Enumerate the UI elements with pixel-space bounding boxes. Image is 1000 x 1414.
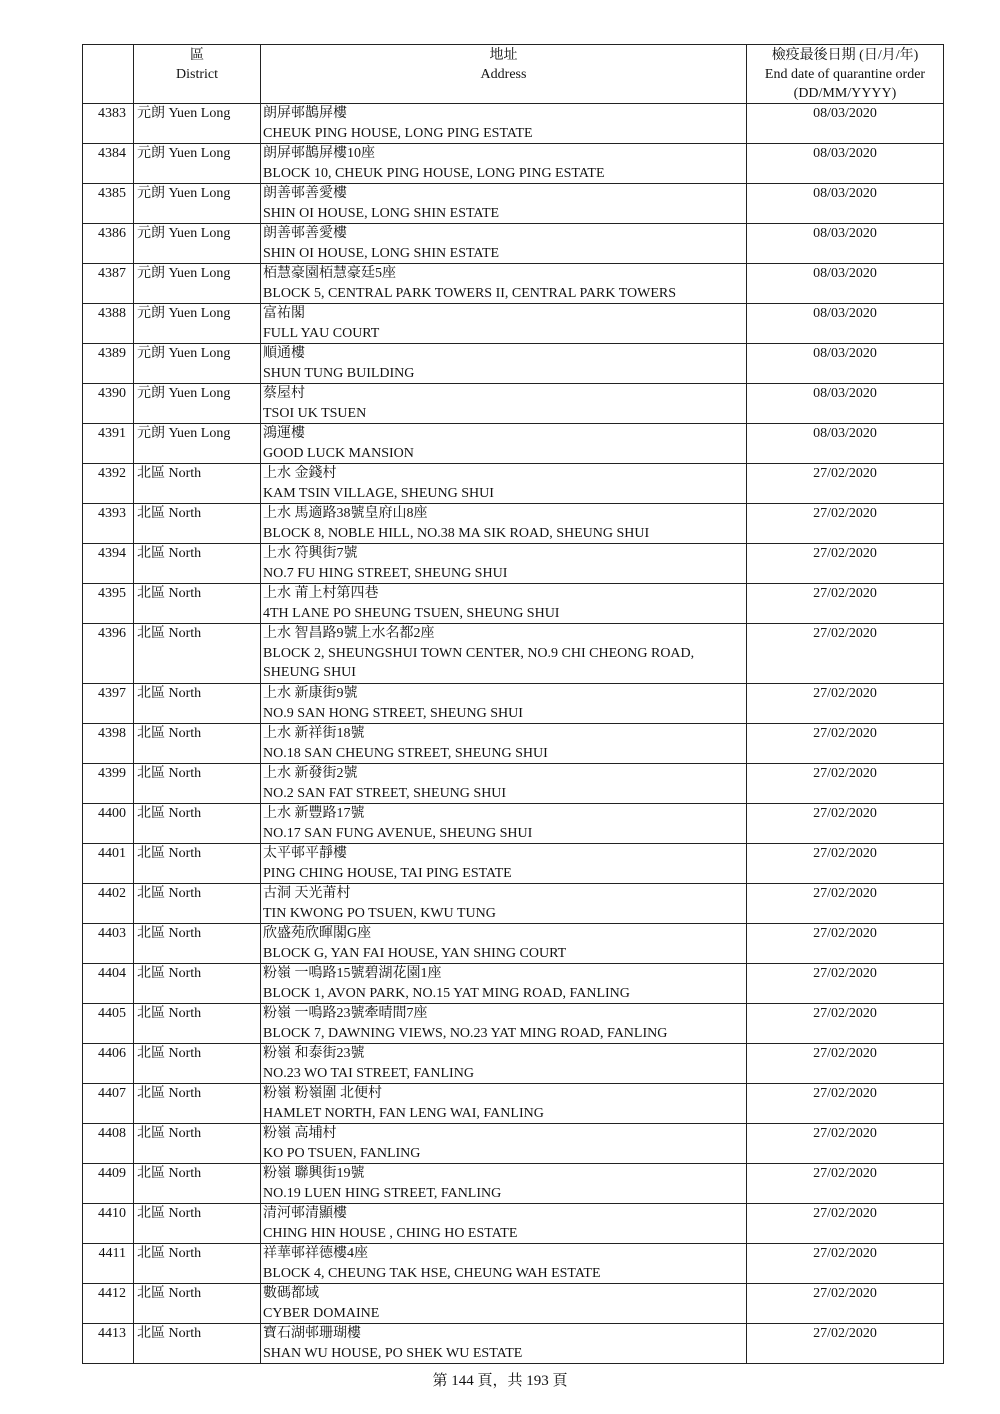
table-row xyxy=(83,624,944,684)
row-district: 北區 North xyxy=(134,544,261,584)
row-address-zh: 上水 新發街2號 xyxy=(263,766,358,781)
row-end-date: 27/02/2020 xyxy=(747,1324,944,1364)
table-row xyxy=(83,1044,944,1084)
row-end-date: 27/02/2020 xyxy=(747,684,944,724)
row-address xyxy=(261,584,747,624)
header-number-cell xyxy=(83,45,134,104)
row-number: 4391 xyxy=(83,424,134,464)
row-address-zh: 朗善邨善愛樓 xyxy=(263,226,347,241)
header-date-zh: 檢疫最後日期 (日/月/年) xyxy=(771,48,919,63)
row-address-en: KO PO TSUEN, FANLING xyxy=(263,1145,421,1161)
row-address-zh: 粉嶺 高埔村 xyxy=(263,1126,337,1141)
row-address-zh: 粉嶺 和泰街23號 xyxy=(263,1046,365,1061)
table-row xyxy=(83,964,944,1004)
row-address-en: BLOCK 8, NOBLE HILL, NO.38 MA SIK ROAD, SHEUNG SHUI xyxy=(263,525,650,541)
row-address xyxy=(261,344,747,384)
row-district: 元朗 Yuen Long xyxy=(134,304,261,344)
row-number: 4383 xyxy=(83,104,134,144)
row-district: 元朗 Yuen Long xyxy=(134,424,261,464)
row-end-date: 08/03/2020 xyxy=(747,344,944,384)
table-row xyxy=(83,1004,944,1044)
table-row xyxy=(83,1284,944,1324)
row-address-en: NO.2 SAN FAT STREET, SHEUNG SHUI xyxy=(263,785,507,801)
row-district: 元朗 Yuen Long xyxy=(134,184,261,224)
row-end-date: 27/02/2020 xyxy=(747,1084,944,1124)
row-address-zh: 祥華邨祥德樓4座 xyxy=(263,1246,368,1261)
row-end-date: 27/02/2020 xyxy=(747,964,944,1004)
row-end-date: 08/03/2020 xyxy=(747,104,944,144)
quarantine-address-table xyxy=(82,44,944,1364)
row-number: 4405 xyxy=(83,1004,134,1044)
row-address xyxy=(261,1324,747,1364)
table-row xyxy=(83,504,944,544)
row-address-zh: 太平邨平靜樓 xyxy=(263,846,347,861)
row-number: 4413 xyxy=(83,1324,134,1364)
row-address-en: BLOCK 7, DAWNING VIEWS, NO.23 YAT MING ROAD, FANLING xyxy=(263,1025,668,1041)
row-address xyxy=(261,624,747,684)
row-address-en: HAMLET NORTH, FAN LENG WAI, FANLING xyxy=(263,1105,544,1121)
row-end-date: 27/02/2020 xyxy=(747,1004,944,1044)
row-number: 4399 xyxy=(83,764,134,804)
table-row xyxy=(83,1324,944,1364)
table-row xyxy=(83,884,944,924)
row-number: 4406 xyxy=(83,1044,134,1084)
row-address-en: NO.7 FU HING STREET, SHEUNG SHUI xyxy=(263,565,508,581)
row-number: 4409 xyxy=(83,1164,134,1204)
row-end-date: 27/02/2020 xyxy=(747,804,944,844)
header-district-en: District xyxy=(176,67,218,82)
table-row xyxy=(83,924,944,964)
table-header-row xyxy=(83,45,944,104)
row-address-en: NO.18 SAN CHEUNG STREET, SHEUNG SHUI xyxy=(263,745,548,761)
row-address-zh: 粉嶺 粉嶺圍 北便村 xyxy=(263,1086,382,1101)
row-number: 4402 xyxy=(83,884,134,924)
row-address-en: BLOCK 4, CHEUNG TAK HSE, CHEUNG WAH ESTATE xyxy=(263,1265,601,1281)
table-row xyxy=(83,304,944,344)
row-address xyxy=(261,844,747,884)
row-number: 4389 xyxy=(83,344,134,384)
row-address-zh: 粉嶺 一鳴路15號碧湖花園1座 xyxy=(263,966,442,981)
table-row xyxy=(83,1084,944,1124)
row-address-en: SHIN OI HOUSE, LONG SHIN ESTATE xyxy=(263,245,500,261)
row-address-en: NO.19 LUEN HING STREET, FANLING xyxy=(263,1185,502,1201)
header-district-cell xyxy=(134,45,261,104)
row-address-zh: 栢慧豪園栢慧豪廷5座 xyxy=(263,266,396,281)
row-district: 北區 North xyxy=(134,1284,261,1324)
row-address-en: NO.23 WO TAI STREET, FANLING xyxy=(263,1065,474,1081)
row-district: 元朗 Yuen Long xyxy=(134,224,261,264)
row-end-date: 27/02/2020 xyxy=(747,624,944,684)
row-address-zh: 朗屏邨鵲屏樓 xyxy=(263,106,347,121)
row-number: 4395 xyxy=(83,584,134,624)
row-address xyxy=(261,964,747,1004)
table-row xyxy=(83,764,944,804)
row-address xyxy=(261,804,747,844)
row-number: 4387 xyxy=(83,264,134,304)
row-address-en: NO.9 SAN HONG STREET, SHEUNG SHUI xyxy=(263,705,523,721)
row-address xyxy=(261,1164,747,1204)
header-date-cell xyxy=(747,45,944,104)
row-address-zh: 上水 新康街9號 xyxy=(263,686,358,701)
row-end-date: 27/02/2020 xyxy=(747,1284,944,1324)
row-address xyxy=(261,384,747,424)
row-end-date: 08/03/2020 xyxy=(747,264,944,304)
row-address-zh: 蔡屋村 xyxy=(263,386,305,401)
row-end-date: 08/03/2020 xyxy=(747,144,944,184)
row-address xyxy=(261,464,747,504)
table-row xyxy=(83,844,944,884)
table-body xyxy=(83,104,944,1364)
header-district-zh: 區 xyxy=(190,48,204,63)
row-address xyxy=(261,1044,747,1084)
table-row xyxy=(83,1244,944,1284)
row-address-zh: 清河邨清顯樓 xyxy=(263,1206,347,1221)
row-address-en: FULL YAU COURT xyxy=(263,325,380,341)
row-address-zh: 富祐閣 xyxy=(263,306,305,321)
table-row xyxy=(83,384,944,424)
row-district: 北區 North xyxy=(134,884,261,924)
row-number: 4388 xyxy=(83,304,134,344)
header-address-en: Address xyxy=(480,67,527,82)
row-number: 4392 xyxy=(83,464,134,504)
header-address-zh: 地址 xyxy=(489,48,518,63)
table-row xyxy=(83,1204,944,1244)
row-district: 北區 North xyxy=(134,1004,261,1044)
row-address-en: BLOCK G, YAN FAI HOUSE, YAN SHING COURT xyxy=(263,945,567,961)
table-row xyxy=(83,684,944,724)
row-address-en: TSOI UK TSUEN xyxy=(263,405,367,421)
row-number: 4398 xyxy=(83,724,134,764)
row-end-date: 27/02/2020 xyxy=(747,764,944,804)
row-address-zh: 鴻運樓 xyxy=(263,426,305,441)
table-row xyxy=(83,724,944,764)
row-address-zh: 上水 智昌路9號上水名都2座 xyxy=(263,626,435,641)
row-number: 4412 xyxy=(83,1284,134,1324)
header-date-en: End date of quarantine order (DD/MM/YYYY) xyxy=(764,67,926,101)
row-address-en: SHUN TUNG BUILDING xyxy=(263,365,415,381)
row-address xyxy=(261,184,747,224)
row-number: 4393 xyxy=(83,504,134,544)
row-district: 元朗 Yuen Long xyxy=(134,144,261,184)
row-end-date: 27/02/2020 xyxy=(747,1164,944,1204)
row-number: 4385 xyxy=(83,184,134,224)
row-end-date: 08/03/2020 xyxy=(747,224,944,264)
row-address xyxy=(261,544,747,584)
row-end-date: 27/02/2020 xyxy=(747,884,944,924)
row-address-en: BLOCK 1, AVON PARK, NO.15 YAT MING ROAD, FANLING xyxy=(263,985,630,1001)
table-row xyxy=(83,804,944,844)
row-address-en: CHING HIN HOUSE , CHING HO ESTATE xyxy=(263,1225,518,1241)
row-address-zh: 寶石湖邨珊瑚樓 xyxy=(263,1326,361,1341)
row-address-zh: 粉嶺 聯興街19號 xyxy=(263,1166,365,1181)
row-district: 北區 North xyxy=(134,724,261,764)
row-address xyxy=(261,1004,747,1044)
row-address-zh: 上水 馬適路38號皇府山8座 xyxy=(263,506,428,521)
row-end-date: 08/03/2020 xyxy=(747,384,944,424)
row-address-zh: 粉嶺 一鳴路23號牽晴間7座 xyxy=(263,1006,428,1021)
row-address xyxy=(261,264,747,304)
row-district: 北區 North xyxy=(134,764,261,804)
row-address-zh: 欣盛苑欣暉閣G座 xyxy=(263,926,372,941)
row-address-en: 4TH LANE PO SHEUNG TSUEN, SHEUNG SHUI xyxy=(263,605,560,621)
row-end-date: 27/02/2020 xyxy=(747,724,944,764)
row-address xyxy=(261,304,747,344)
row-end-date: 27/02/2020 xyxy=(747,544,944,584)
row-district: 元朗 Yuen Long xyxy=(134,104,261,144)
row-district: 北區 North xyxy=(134,1324,261,1364)
row-end-date: 27/02/2020 xyxy=(747,584,944,624)
row-district: 北區 North xyxy=(134,844,261,884)
row-end-date: 27/02/2020 xyxy=(747,464,944,504)
row-number: 4410 xyxy=(83,1204,134,1244)
row-district: 北區 North xyxy=(134,804,261,844)
row-district: 北區 North xyxy=(134,504,261,544)
row-number: 4396 xyxy=(83,624,134,684)
row-address-en: CHEUK PING HOUSE, LONG PING ESTATE xyxy=(263,125,533,141)
row-address-zh: 上水 新祥街18號 xyxy=(263,726,365,741)
row-number: 4394 xyxy=(83,544,134,584)
row-number: 4404 xyxy=(83,964,134,1004)
table-row xyxy=(83,1164,944,1204)
row-end-date: 08/03/2020 xyxy=(747,304,944,344)
row-district: 北區 North xyxy=(134,1124,261,1164)
row-address-en: PING CHING HOUSE, TAI PING ESTATE xyxy=(263,865,512,881)
table-row xyxy=(83,464,944,504)
table-row xyxy=(83,184,944,224)
row-district: 北區 North xyxy=(134,684,261,724)
row-number: 4411 xyxy=(83,1244,134,1284)
row-address-en: TIN KWONG PO TSUEN, KWU TUNG xyxy=(263,905,496,921)
row-number: 4397 xyxy=(83,684,134,724)
row-address xyxy=(261,1284,747,1324)
row-number: 4400 xyxy=(83,804,134,844)
row-end-date: 27/02/2020 xyxy=(747,1044,944,1084)
row-address-en: BLOCK 5, CENTRAL PARK TOWERS II, CENTRAL PARK TOWERS xyxy=(263,285,677,301)
row-address xyxy=(261,1084,747,1124)
header-address-cell xyxy=(261,45,747,104)
row-address-en: NO.17 SAN FUNG AVENUE, SHEUNG SHUI xyxy=(263,825,533,841)
row-address-zh: 上水 新豐路17號 xyxy=(263,806,365,821)
row-address-zh: 古洞 天光莆村 xyxy=(263,886,351,901)
row-address xyxy=(261,1124,747,1164)
table-row xyxy=(83,1124,944,1164)
row-address-en: SHIN OI HOUSE, LONG SHIN ESTATE xyxy=(263,205,500,221)
row-district: 北區 North xyxy=(134,624,261,684)
row-end-date: 27/02/2020 xyxy=(747,924,944,964)
row-address-zh: 上水 金錢村 xyxy=(263,466,337,481)
row-address-en: BLOCK 2, SHEUNGSHUI TOWN CENTER, NO.9 CHI CHEONG ROAD, SHEUNG SHUI xyxy=(263,645,695,680)
table-row xyxy=(83,144,944,184)
row-address xyxy=(261,104,747,144)
row-number: 4386 xyxy=(83,224,134,264)
row-number: 4407 xyxy=(83,1084,134,1124)
row-district: 北區 North xyxy=(134,584,261,624)
row-address xyxy=(261,764,747,804)
row-end-date: 27/02/2020 xyxy=(747,844,944,884)
table-row xyxy=(83,584,944,624)
row-district: 元朗 Yuen Long xyxy=(134,264,261,304)
row-address-en: SHAN WU HOUSE, PO SHEK WU ESTATE xyxy=(263,1345,523,1361)
table-row xyxy=(83,424,944,464)
row-address-en: KAM TSIN VILLAGE, SHEUNG SHUI xyxy=(263,485,494,501)
row-district: 北區 North xyxy=(134,1044,261,1084)
row-address xyxy=(261,884,747,924)
row-district: 北區 North xyxy=(134,1244,261,1284)
row-address xyxy=(261,1244,747,1284)
row-number: 4408 xyxy=(83,1124,134,1164)
row-district: 北區 North xyxy=(134,1164,261,1204)
row-end-date: 08/03/2020 xyxy=(747,184,944,224)
row-address xyxy=(261,144,747,184)
row-number: 4390 xyxy=(83,384,134,424)
row-address xyxy=(261,924,747,964)
row-number: 4384 xyxy=(83,144,134,184)
row-address xyxy=(261,684,747,724)
row-district: 元朗 Yuen Long xyxy=(134,384,261,424)
row-district: 北區 North xyxy=(134,1204,261,1244)
page-footer: 第 144 頁，共 193 頁 xyxy=(432,1373,568,1389)
row-address-zh: 順通樓 xyxy=(263,346,305,361)
row-district: 北區 North xyxy=(134,964,261,1004)
row-address-zh: 朗善邨善愛樓 xyxy=(263,186,347,201)
row-end-date: 27/02/2020 xyxy=(747,504,944,544)
row-address-en: GOOD LUCK MANSION xyxy=(263,445,414,461)
row-address-zh: 上水 符興街7號 xyxy=(263,546,358,561)
row-district: 北區 North xyxy=(134,924,261,964)
row-number: 4403 xyxy=(83,924,134,964)
table-row xyxy=(83,544,944,584)
row-end-date: 27/02/2020 xyxy=(747,1244,944,1284)
row-address xyxy=(261,424,747,464)
row-end-date: 27/02/2020 xyxy=(747,1124,944,1164)
table-row xyxy=(83,224,944,264)
row-address xyxy=(261,724,747,764)
row-end-date: 27/02/2020 xyxy=(747,1204,944,1244)
row-number: 4401 xyxy=(83,844,134,884)
row-address xyxy=(261,224,747,264)
row-district: 元朗 Yuen Long xyxy=(134,344,261,384)
row-address xyxy=(261,1204,747,1244)
row-district: 北區 North xyxy=(134,464,261,504)
table-row xyxy=(83,104,944,144)
row-address xyxy=(261,504,747,544)
row-address-en: CYBER DOMAINE xyxy=(263,1305,380,1321)
row-end-date: 08/03/2020 xyxy=(747,424,944,464)
row-address-en: BLOCK 10, CHEUK PING HOUSE, LONG PING ESTATE xyxy=(263,165,605,181)
table-row xyxy=(83,264,944,304)
row-address-zh: 朗屏邨鵲屏樓10座 xyxy=(263,146,375,161)
row-address-zh: 上水 莆上村第四巷 xyxy=(263,586,379,601)
table-row xyxy=(83,344,944,384)
row-address-zh: 數碼都域 xyxy=(263,1286,319,1301)
row-district: 北區 North xyxy=(134,1084,261,1124)
